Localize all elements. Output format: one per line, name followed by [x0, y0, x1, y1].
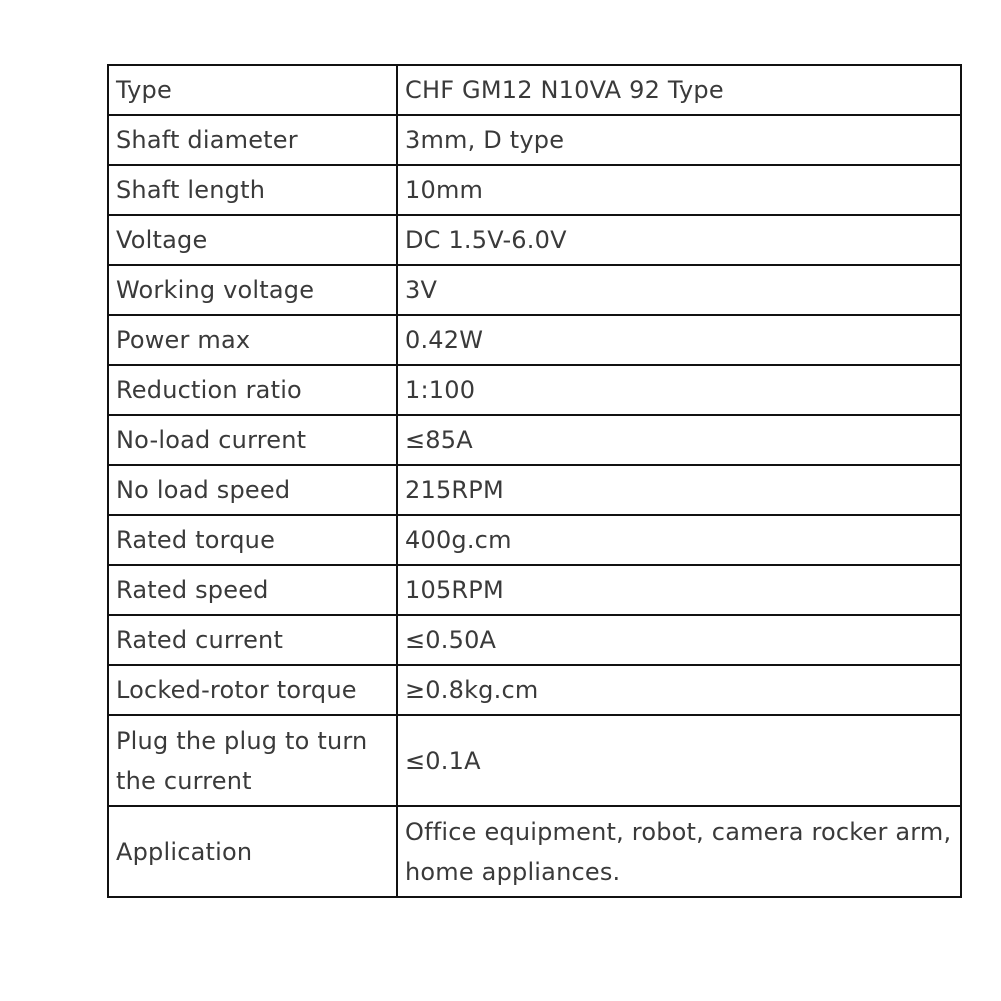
table-row [108, 265, 961, 315]
spec-label: Application [108, 806, 397, 897]
spec-value: ≤0.1A [397, 715, 961, 806]
spec-value: 3V [397, 265, 961, 315]
spec-label: No load speed [108, 465, 397, 515]
spec-label: Reduction ratio [108, 365, 397, 415]
spec-value: 105RPM [397, 565, 961, 615]
spec-value: CHF GM12 N10VA 92 Type [397, 65, 961, 115]
table-row [108, 115, 961, 165]
spec-label: Rated speed [108, 565, 397, 615]
spec-label: Shaft diameter [108, 115, 397, 165]
spec-table [107, 64, 962, 898]
table-row [108, 465, 961, 515]
table-row [108, 715, 961, 806]
spec-label: Voltage [108, 215, 397, 265]
spec-value: Office equipment, robot, camera rocker arm, home appliances. [397, 806, 961, 897]
spec-label: Rated torque [108, 515, 397, 565]
spec-label: Plug the plug to turn the current [108, 715, 397, 806]
table-row [108, 65, 961, 115]
spec-label: Power max [108, 315, 397, 365]
spec-label: Type [108, 65, 397, 115]
spec-label: Working voltage [108, 265, 397, 315]
spec-value: 215RPM [397, 465, 961, 515]
table-row [108, 415, 961, 465]
table-row [108, 515, 961, 565]
table-row [108, 565, 961, 615]
spec-value: ≤0.50A [397, 615, 961, 665]
spec-value: ≤85A [397, 415, 961, 465]
table-row [108, 365, 961, 415]
spec-value: ≥0.8kg.cm [397, 665, 961, 715]
spec-value: 0.42W [397, 315, 961, 365]
spec-value: 10mm [397, 165, 961, 215]
spec-value: 3mm, D type [397, 115, 961, 165]
table-row [108, 315, 961, 365]
table-row [108, 806, 961, 897]
table-row [108, 165, 961, 215]
table-row [108, 215, 961, 265]
table-row [108, 665, 961, 715]
spec-value: DC 1.5V-6.0V [397, 215, 961, 265]
spec-label: No-load current [108, 415, 397, 465]
spec-label: Rated current [108, 615, 397, 665]
spec-value: 400g.cm [397, 515, 961, 565]
table-row [108, 615, 961, 665]
spec-value: 1:100 [397, 365, 961, 415]
spec-label: Shaft length [108, 165, 397, 215]
spec-label: Locked-rotor torque [108, 665, 397, 715]
